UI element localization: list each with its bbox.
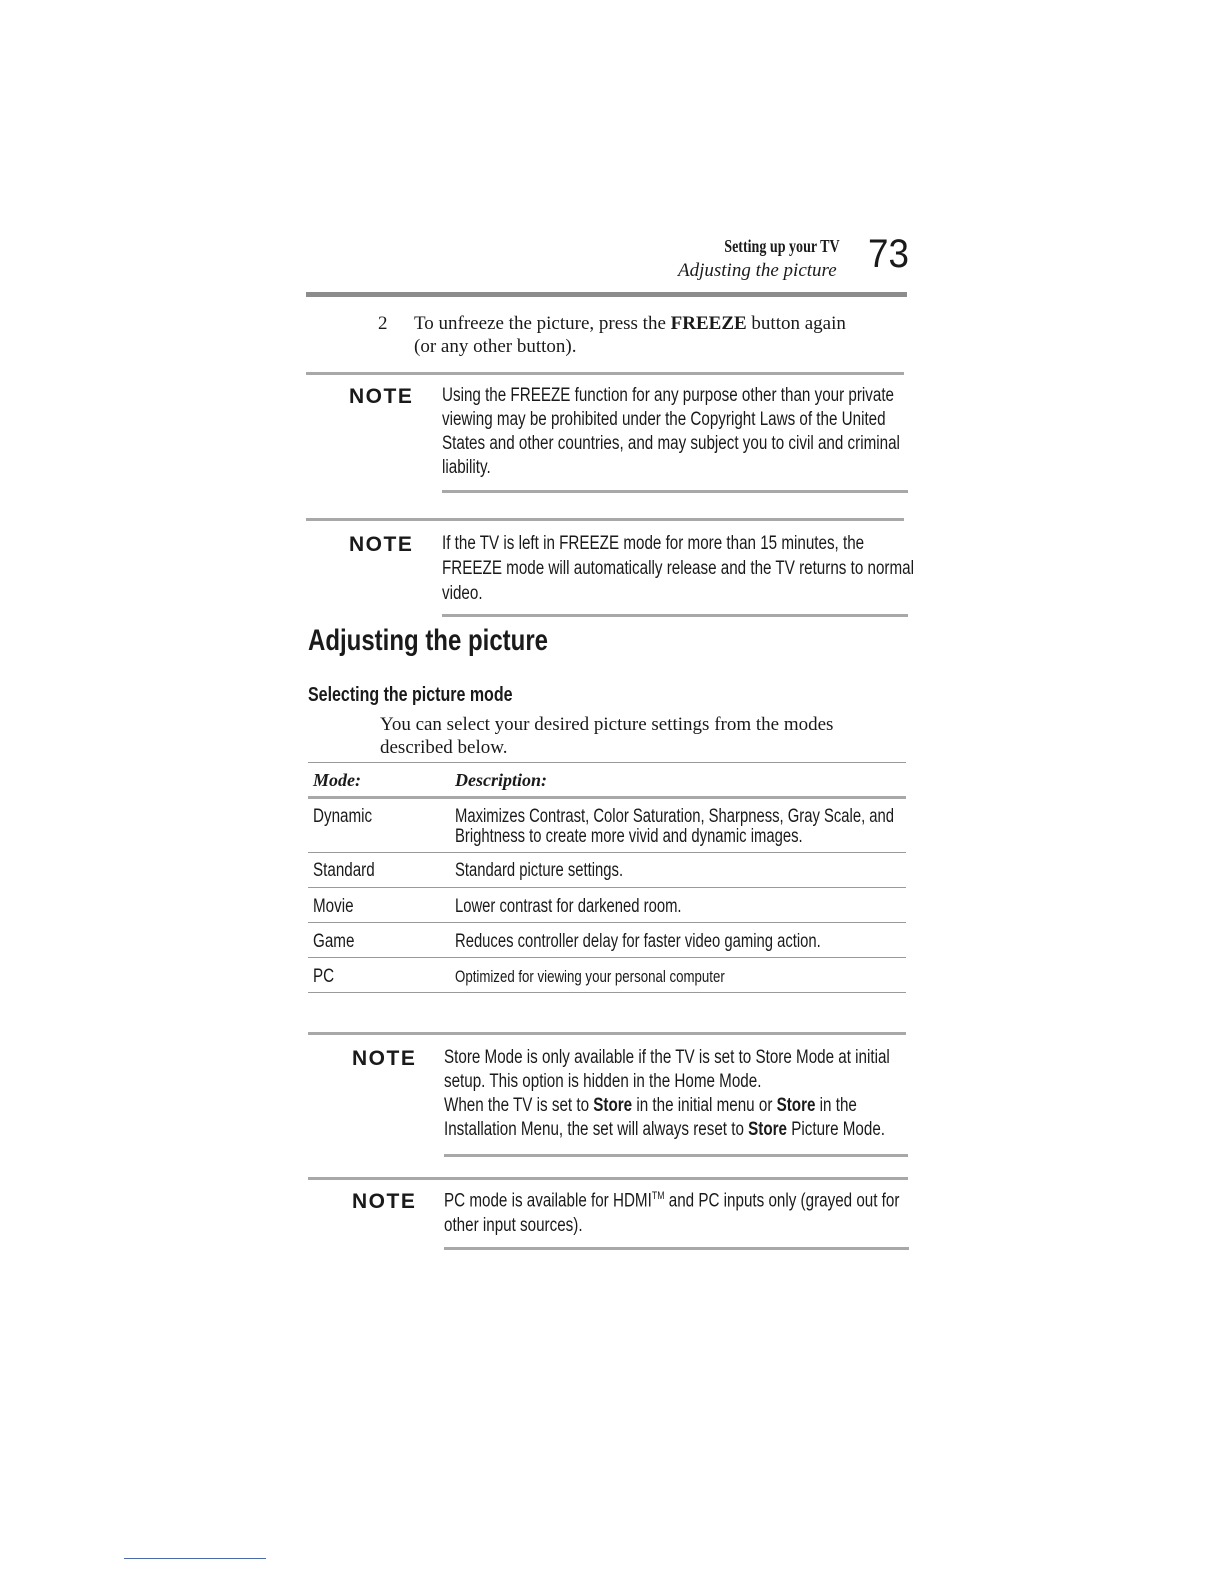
sub-heading: Selecting the picture mode — [308, 684, 513, 706]
step-number: 2 — [378, 313, 388, 334]
running-header-chapter: Setting up your TV — [724, 236, 840, 256]
intro-text-line-2: described below. — [380, 737, 508, 758]
table-header-mode: Mode: — [313, 770, 361, 790]
table-cell-description: Optimized for viewing your personal computer — [455, 967, 725, 986]
table-cell-description: Maximizes Contrast, Color Saturation, Sharpness, Gray Scale, and — [455, 806, 895, 827]
page-number: 73 — [868, 232, 909, 276]
table-cell-description: Standard picture settings. — [455, 860, 624, 881]
table-cell-description: Reduces controller delay for faster video gaming action. — [455, 931, 821, 952]
table-cell-mode: Standard — [313, 860, 375, 881]
note-top-rule — [308, 1032, 906, 1035]
step-text-line-1: To unfreeze the picture, press the FREEZE button again — [414, 313, 846, 334]
table-cell-mode: PC — [313, 966, 335, 987]
note-text-line: When the TV is set to Store in the initial menu or Store in the — [444, 1095, 857, 1116]
note-bottom-rule — [444, 1154, 908, 1157]
table-header-description: Description: — [455, 770, 547, 790]
note-label: NOTE — [349, 385, 414, 408]
note-text-line: viewing may be prohibited under the Copyright Laws of the United — [442, 409, 886, 430]
note-bottom-rule — [442, 614, 908, 617]
note-text-line: Store Mode is only available if the TV is set to Store Mode at initial — [444, 1047, 890, 1068]
note-text-line: video. — [442, 583, 483, 604]
note-text-line: liability. — [442, 457, 491, 478]
table-bottom-rule — [308, 992, 906, 993]
note-bottom-rule — [444, 1247, 909, 1250]
table-cell-description: Brightness to create more vivid and dynamic images. — [455, 826, 803, 847]
note-top-rule — [306, 518, 904, 521]
note-label: NOTE — [349, 533, 414, 556]
note-text-line: setup. This option is hidden in the Home Mode. — [444, 1071, 762, 1092]
note-label: NOTE — [352, 1190, 417, 1213]
table-cell-mode: Game — [313, 931, 355, 952]
intro-text-line-1: You can select your desired picture settings from the modes — [380, 714, 834, 735]
note-top-rule — [308, 1177, 908, 1180]
note-top-rule — [306, 372, 904, 375]
note-text-line: other input sources). — [444, 1215, 583, 1236]
step-text-line-2: (or any other button). — [414, 336, 577, 357]
table-row-rule — [308, 852, 906, 853]
note-text-line: PC mode is available for HDMI™ and PC inputs only (grayed out for — [444, 1190, 900, 1212]
note-bottom-rule — [442, 490, 908, 493]
table-cell-mode: Movie — [313, 896, 354, 917]
table-row-rule — [308, 922, 906, 923]
table-row-rule — [308, 957, 906, 958]
note-text-line: FREEZE mode will automatically release and the TV returns to normal — [442, 558, 914, 579]
section-heading: Adjusting the picture — [308, 624, 548, 657]
running-header-section: Adjusting the picture — [678, 260, 837, 281]
table-header-rule — [308, 796, 906, 799]
table-row-rule — [308, 887, 906, 888]
note-text-line: States and other countries, and may subject you to civil and criminal — [442, 433, 900, 454]
note-text-line: Using the FREEZE function for any purpose other than your private — [442, 385, 895, 406]
header-rule — [306, 292, 907, 297]
note-text-line: If the TV is left in FREEZE mode for more than 15 minutes, the — [442, 533, 865, 554]
table-cell-mode: Dynamic — [313, 806, 373, 827]
note-label: NOTE — [352, 1047, 417, 1070]
table-cell-description: Lower contrast for darkened room. — [455, 896, 682, 917]
table-top-rule — [308, 762, 906, 763]
note-text-line: Installation Menu, the set will always reset to Store Picture Mode. — [444, 1119, 886, 1140]
bottom-edge-line — [124, 1558, 266, 1559]
